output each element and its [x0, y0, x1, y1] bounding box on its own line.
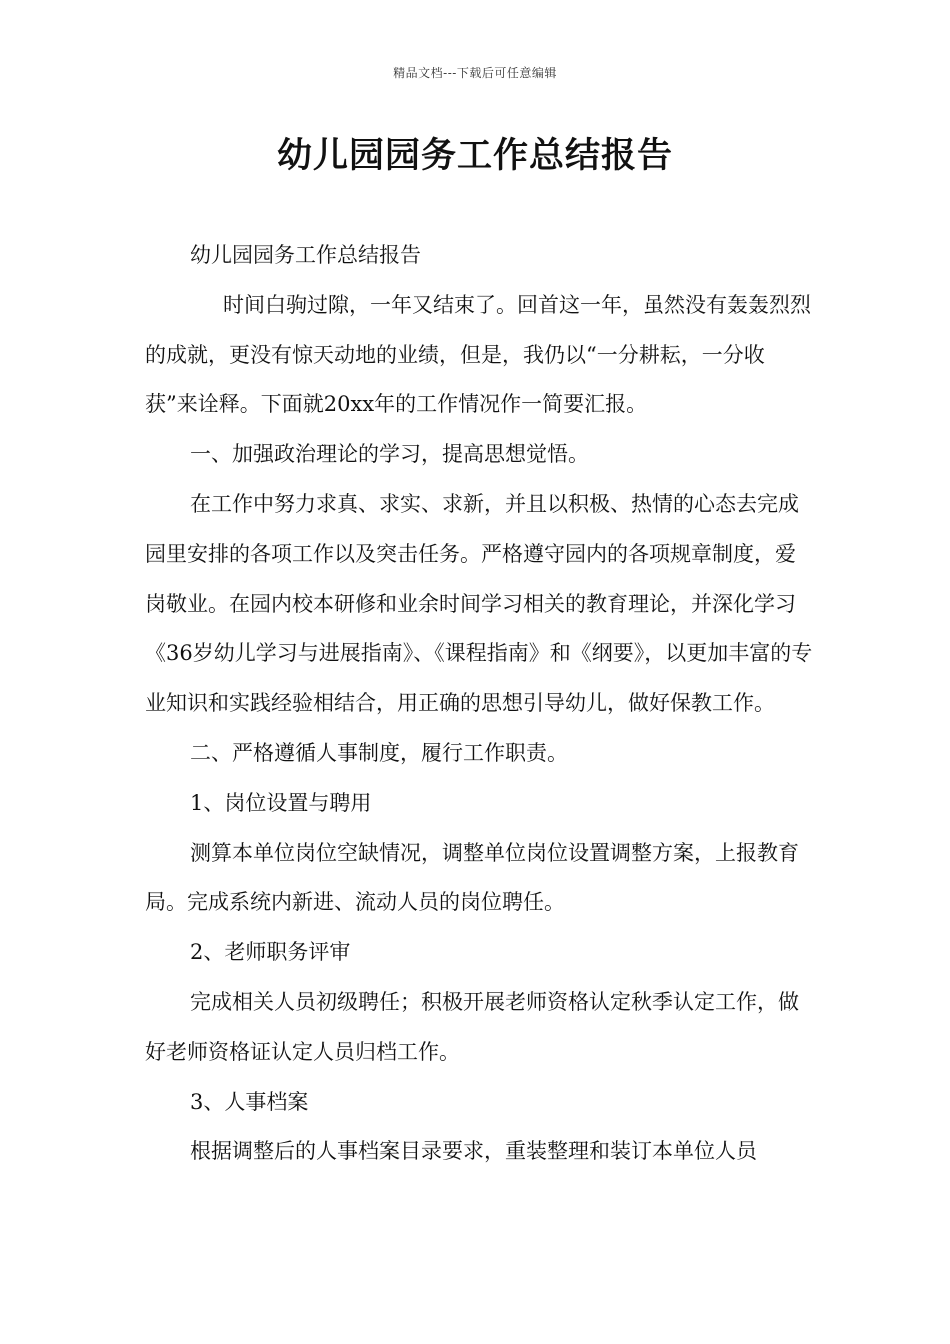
- section-heading-2: 二、严格遵循人事制度，履行工作职责。: [190, 740, 568, 765]
- header-note: 精品文档---下载后可任意编辑: [393, 66, 557, 80]
- paragraph-sub-3: 根据调整后的人事档案目录要求，重装整理和装订本单位人员: [190, 1139, 757, 1164]
- document-body: [145, 231, 815, 1177]
- paragraph-intro: 时间白驹过隙，一年又结束了。回首这一年，虽然没有轰轰烈烈的成就，更没有惊天动地的业绩，但是，我仍以“一分耕耘，一分收获”来诠释。下面就20xx年的工作情况作一简要汇报。: [145, 292, 811, 417]
- paragraph-sub-2: 完成相关人员初级聘任；积极开展老师资格认定秋季认定工作，做好老师资格证认定人员归档工作。: [145, 989, 799, 1064]
- section-heading-1: 一、加强政治理论的学习，提高思想觉悟。: [190, 442, 589, 467]
- paragraph-section-1: 在工作中努力求真、求实、求新，并且以积极、热情的心态去完成园里安排的各项工作以及突击任务。严格遵守园内的各项规章制度，爱岗敬业。在园内校本研修和业余时间学习相关的教育理论，并深化学习《36岁幼儿学习与进展指南》、《课程指南》和《纲要》，以更加丰富的专业知识和实践经验相结合，用正确的思想引导幼儿，做好保教工作。: [145, 491, 813, 716]
- subheading-3: 3、人事档案: [190, 1089, 309, 1114]
- subheading-2: 2、老师职务评审: [190, 940, 351, 965]
- document-title: 幼儿园园务工作总结报告: [276, 136, 673, 176]
- paragraph-subtitle: 幼儿园园务工作总结报告: [190, 243, 421, 267]
- subheading-1: 1、岗位设置与聘用: [190, 790, 372, 815]
- paragraph-sub-1: 测算本单位岗位空缺情况，调整单位岗位设置调整方案，上报教育局。完成系统内新进、流动人员的岗位聘任。: [145, 840, 799, 915]
